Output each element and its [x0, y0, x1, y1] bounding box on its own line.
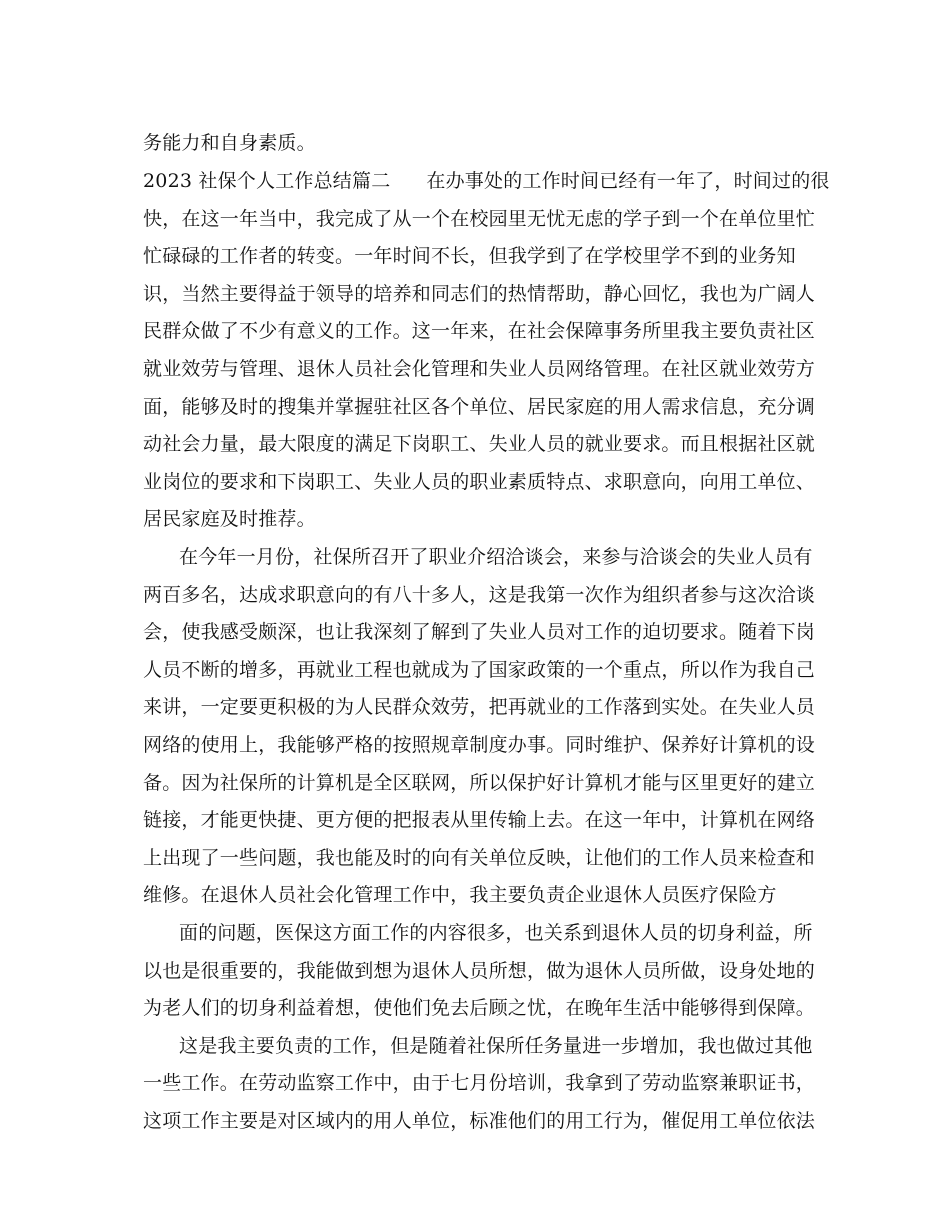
text-line: 网络的使用上，我能够严格的按照规章制度办事。同时维护、保养好计算机的设	[143, 734, 816, 756]
paragraph-first-line: 这是我主要负责的工作，但是随着社保所任务量进一步增加，我也做过其他	[179, 1035, 813, 1057]
text-line: 以也是很重要的，我能做到想为退休人员所想，做为退休人员所做，设身处地的	[143, 960, 816, 982]
text-line: 在办事处的工作时间已经有一年了，时间过的很	[426, 170, 830, 192]
text-line: 链接，才能更快捷、更方便的把报表从里传输上去。在这一年中，计算机在网络	[143, 809, 816, 831]
text-line: 两百多名，达成求职意向的有八十多人，这是我第一次作为组织者参与这次洽谈	[143, 584, 816, 606]
text-line: 居民家庭及时推荐。	[143, 508, 316, 530]
text-line: 面，能够及时的搜集并掌握驻社区各个单位、居民家庭的用人需求信息，充分调	[143, 396, 816, 418]
text-line: 务能力和自身素质。	[143, 132, 316, 154]
text-line: 为老人们的切身利益着想，使他们免去后顾之忧，在晚年生活中能够得到保障。	[143, 997, 816, 1019]
text-line: 业岗位的要求和下岗职工、失业人员的职业素质特点、求职意向，向用工单位、	[143, 471, 816, 493]
text-line: 维修。在退休人员社会化管理工作中，我主要负责企业退休人员医疗保险方	[143, 884, 777, 906]
text-line: 一些工作。在劳动监察工作中，由于七月份培训，我拿到了劳动监察兼职证书，	[143, 1072, 816, 1094]
text-line: 忙碌碌的工作者的转变。一年时间不长，但我学到了在学校里学不到的业务知	[143, 245, 796, 267]
text-line: 这项工作主要是对区域内的用人单位，标准他们的用工行为，催促用工单位依法	[143, 1110, 816, 1132]
text-line: 上出现了一些问题，我也能及时的向有关单位反映，让他们的工作人员来检查和	[143, 847, 816, 869]
section-heading: 2023 社保个人工作总结篇二	[143, 170, 391, 192]
paragraph-first-line: 在今年一月份，社保所召开了职业介绍洽谈会，来参与洽谈会的失业人员有	[179, 546, 813, 568]
paragraph-first-line: 面的问题，医保这方面工作的内容很多，也关系到退休人员的切身利益，所	[179, 922, 813, 944]
text-line: 来讲，一定要更积极的为人民群众效劳，把再就业的工作落到实处。在失业人员	[143, 696, 816, 718]
text-line: 识，当然主要得益于领导的培养和同志们的热情帮助，静心回忆，我也为广阔人	[143, 283, 816, 305]
text-line: 人员不断的增多，再就业工程也就成为了国家政策的一个重点，所以作为我自己	[143, 659, 816, 681]
section-heading-line	[143, 169, 830, 193]
text-line: 会，使我感受颇深，也让我深刻了解到了失业人员对工作的迫切要求。随着下岗	[143, 621, 816, 643]
text-line: 就业效劳与管理、退休人员社会化管理和失业人员网络管理。在社区就业效劳方	[143, 358, 816, 380]
text-line: 备。因为社保所的计算机是全区联网，所以保护好计算机才能与区里更好的建立	[143, 772, 816, 794]
text-line: 动社会力量，最大限度的满足下岗职工、失业人员的就业要求。而且根据社区就	[143, 433, 816, 455]
text-line: 民群众做了不少有意义的工作。这一年来，在社会保障事务所里我主要负责社区	[143, 320, 816, 342]
text-line: 快，在这一年当中，我完成了从一个在校园里无忧无虑的学子到一个在单位里忙	[143, 208, 816, 230]
